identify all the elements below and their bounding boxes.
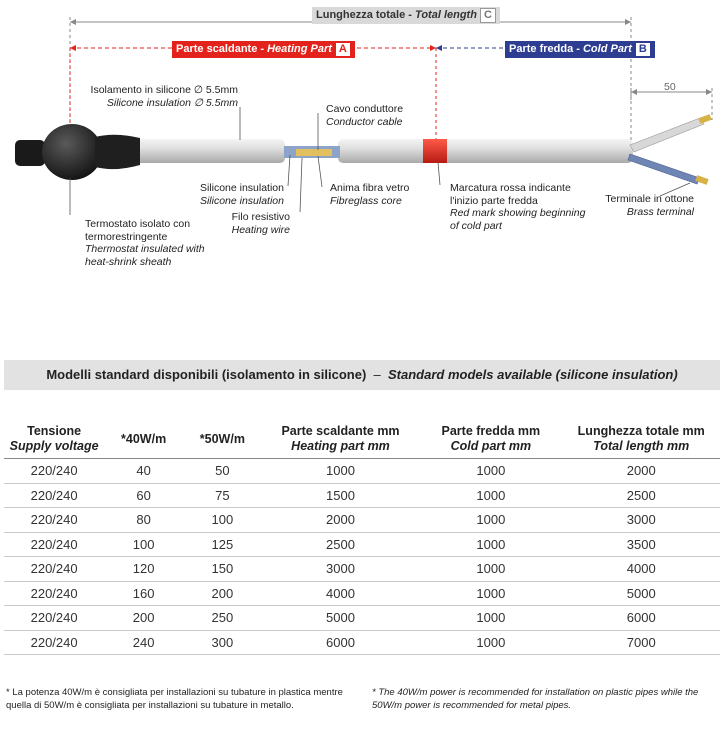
brass-terminal-callout: Terminale in ottone Brass terminal bbox=[605, 193, 694, 218]
table-cell: 100 bbox=[183, 508, 262, 533]
header-cold: Parte fredda mm Cold part mm bbox=[419, 420, 562, 459]
table-cell: 1000 bbox=[419, 581, 562, 606]
table-row bbox=[4, 606, 720, 631]
header-total: Lunghezza totale mm Total length mm bbox=[562, 420, 720, 459]
table-cell: 2000 bbox=[562, 459, 720, 484]
fiberglass-callout: Anima fibra vetro Fibreglass core bbox=[330, 182, 410, 207]
table-cell: 1000 bbox=[419, 459, 562, 484]
lead-length-label: 50 bbox=[664, 81, 676, 93]
header-50w: *50W/m bbox=[183, 420, 262, 459]
table-cell: 220/240 bbox=[4, 606, 104, 631]
table-cell: 200 bbox=[104, 606, 183, 631]
table-cell: 1000 bbox=[419, 532, 562, 557]
table-cell: 300 bbox=[183, 630, 262, 655]
thermostat-callout: Termostato isolato con termorestringente Thermostat insulated with heat-shrink sheath bbox=[85, 218, 205, 268]
table-cell: 120 bbox=[104, 557, 183, 582]
table-row bbox=[4, 459, 720, 484]
conductor-callout: Cavo conduttore Conductor cable bbox=[326, 103, 404, 128]
table-header-row bbox=[4, 420, 720, 459]
table-cell: 220/240 bbox=[4, 459, 104, 484]
insulation-callout: Isolamento in silicone ∅ 5.5mm Silicone insulation ∅ 5.5mm bbox=[90, 84, 238, 109]
table-row bbox=[4, 508, 720, 533]
table-cell: 2000 bbox=[262, 508, 420, 533]
table-cell: 5000 bbox=[562, 581, 720, 606]
table-cell: 125 bbox=[183, 532, 262, 557]
table-cell: 1000 bbox=[419, 483, 562, 508]
table-cell: 3500 bbox=[562, 532, 720, 557]
table-cell: 1000 bbox=[419, 508, 562, 533]
header-40w: *40W/m bbox=[104, 420, 183, 459]
table-cell: 220/240 bbox=[4, 532, 104, 557]
table-cell: 150 bbox=[183, 557, 262, 582]
silicone-callout: Silicone insulation Silicone insulation bbox=[199, 182, 284, 207]
cold-part-label: Parte fredda - Cold Part B bbox=[505, 41, 655, 58]
table-row bbox=[4, 557, 720, 582]
table-cell: 2500 bbox=[262, 532, 420, 557]
table-cell: 1500 bbox=[262, 483, 420, 508]
table-row bbox=[4, 581, 720, 606]
table-cell: 5000 bbox=[262, 606, 420, 631]
table-cell: 4000 bbox=[262, 581, 420, 606]
table-cell: 4000 bbox=[562, 557, 720, 582]
table-cell: 1000 bbox=[419, 557, 562, 582]
table-cell: 220/240 bbox=[4, 508, 104, 533]
header-heating: Parte scaldante mm Heating part mm bbox=[262, 420, 420, 459]
table-cell: 6000 bbox=[562, 606, 720, 631]
table-cell: 50 bbox=[183, 459, 262, 484]
table-cell: 2500 bbox=[562, 483, 720, 508]
table-cell: 3000 bbox=[262, 557, 420, 582]
table-cell: 240 bbox=[104, 630, 183, 655]
table-cell: 160 bbox=[104, 581, 183, 606]
table-cell: 75 bbox=[183, 483, 262, 508]
table-cell: 60 bbox=[104, 483, 183, 508]
table-cell: 6000 bbox=[262, 630, 420, 655]
heating-part-label: Parte scaldante - Heating Part A bbox=[172, 41, 355, 58]
table-row bbox=[4, 483, 720, 508]
heating-wire-callout: Filo resistivo Heating wire bbox=[231, 211, 290, 236]
footnote-english: * The 40W/m power is recommended for installation on plastic pipes while the 50W/m power is recommended for metal pipes. bbox=[372, 687, 699, 711]
section-title: Modelli standard disponibili (isolamento in silicone) – Standard models available (silicone insulation) bbox=[4, 360, 720, 390]
table-cell: 250 bbox=[183, 606, 262, 631]
table-cell: 220/240 bbox=[4, 581, 104, 606]
table-cell: 1000 bbox=[262, 459, 420, 484]
table-cell: 1000 bbox=[419, 630, 562, 655]
total-length-label: Lunghezza totale - Total length C bbox=[312, 7, 500, 24]
table-cell: 220/240 bbox=[4, 630, 104, 655]
table-row bbox=[4, 532, 720, 557]
footnote-italian: * La potenza 40W/m è consigliata per installazioni su tubature in plastica mentre quella di 50W/m è consigliata per installazioni su tubature in metallo. bbox=[6, 687, 343, 711]
table-row bbox=[4, 630, 720, 655]
table-cell: 1000 bbox=[419, 606, 562, 631]
table-cell: 200 bbox=[183, 581, 262, 606]
models-table bbox=[4, 420, 720, 655]
table-cell: 100 bbox=[104, 532, 183, 557]
table-cell: 7000 bbox=[562, 630, 720, 655]
table-cell: 40 bbox=[104, 459, 183, 484]
table-cell: 3000 bbox=[562, 508, 720, 533]
red-mark-callout: Marcatura rossa indicante l'inizio parte fredda Red mark showing beginning of cold part bbox=[450, 182, 586, 232]
table-cell: 220/240 bbox=[4, 557, 104, 582]
table-cell: 80 bbox=[104, 508, 183, 533]
header-voltage: Tensione Supply voltage bbox=[4, 420, 104, 459]
table-cell: 220/240 bbox=[4, 483, 104, 508]
